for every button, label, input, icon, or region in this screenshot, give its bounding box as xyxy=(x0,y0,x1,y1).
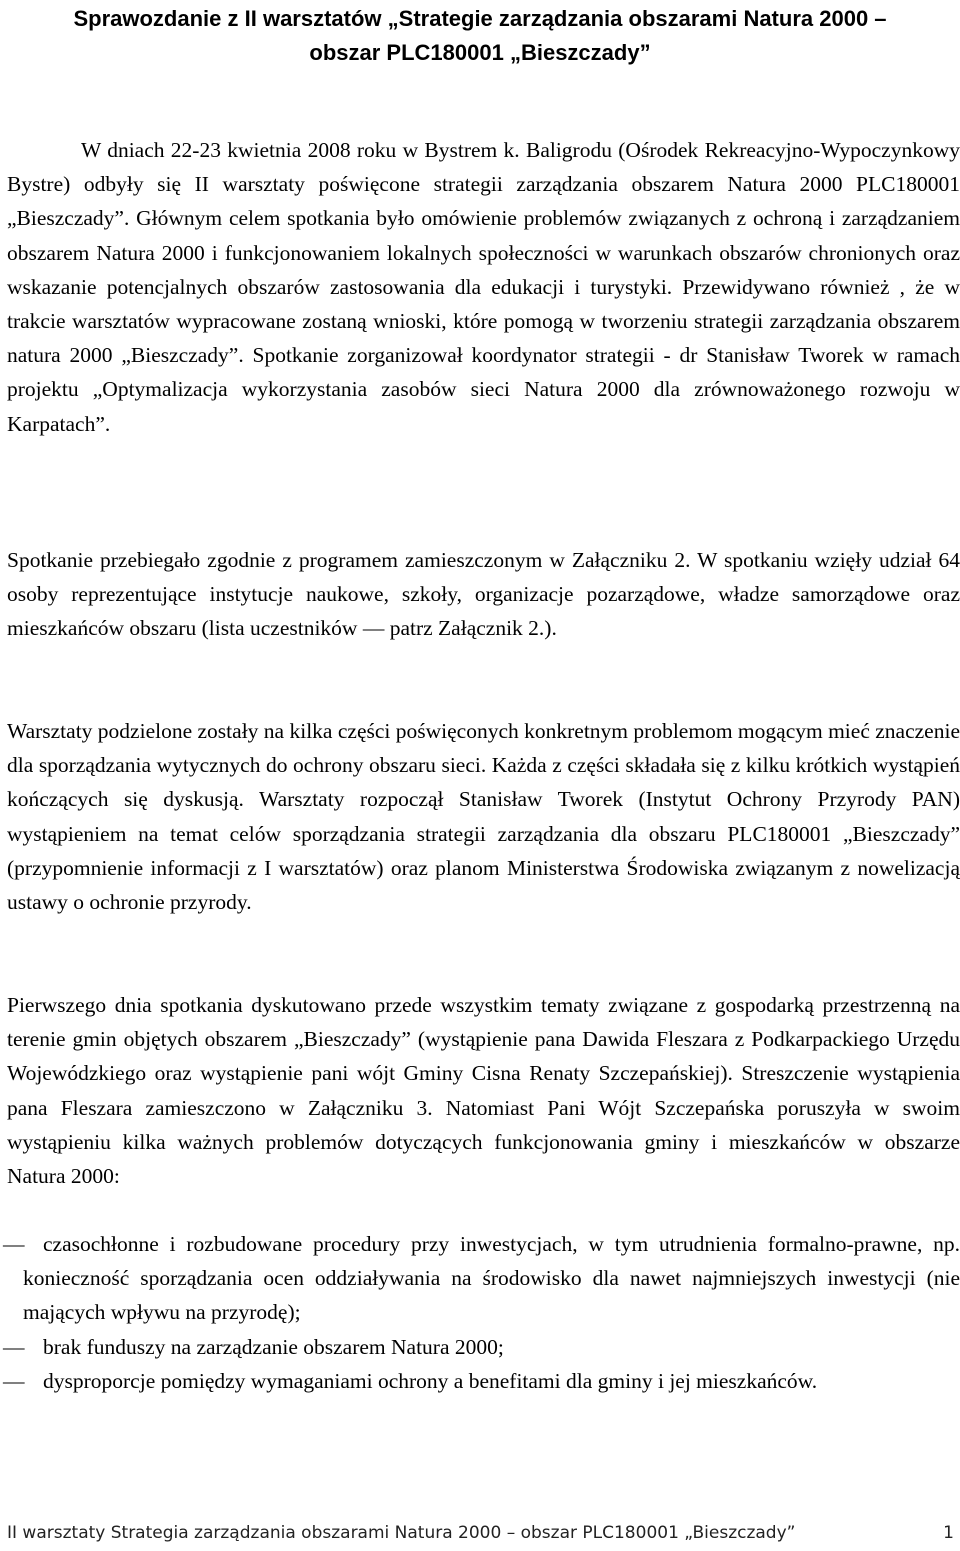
paragraph-program: Spotkanie przebiegało zgodnie z programem zamieszczonym w Załączniku 2. W spotkaniu wzięły udział 64 osoby reprezentujące instytucje naukowe, szkoły, organizacje pozarządowe, władze samorządowe oraz mieszkańców obszaru (lista uczestników — patrz Załącznik 2.). xyxy=(7,548,960,641)
paragraph-first-day: Pierwszego dnia spotkania dyskutowano przede wszystkim tematy związane z gospodarką przestrzenną na terenie gmin objętych obszarem „Bieszczady” (wystąpienie pana Dawida Fleszara z Podkarpackiego Urzędu Wojewódzkiego oraz wystąpienie pani wójt Gminy Cisna Renaty Szczepańskiej). Streszczenie wystąpienia pana Fleszara zamieszczono w Załączniku 3. Natomiast Pani Wójt Szczepańska poruszyła w swoim wystąpieniu kilka ważnych problemów dotyczących funkcjonowania gminy i mieszkańców w obszarze Natura 2000: xyxy=(7,993,960,1189)
page-number: 1 xyxy=(943,1523,954,1543)
list-item-text: czasochłonne i rozbudowane procedury przy inwestycjach, w tym utrudnienia formalno-prawne, np. konieczność sporządzania ocen oddziaływania na środowisko dla nawet najmniejszych inwestycji (nie mających wpływu na przyrodę); xyxy=(23,1232,960,1325)
document-title xyxy=(0,2,960,70)
page-footer xyxy=(7,1521,960,1545)
paragraph-first-day-block xyxy=(7,988,960,1193)
list-item xyxy=(3,1330,960,1364)
list-item xyxy=(3,1227,960,1330)
dash-bullet-icon: — xyxy=(3,1368,25,1393)
list-item-text: brak funduszy na zarządzanie obszarem Natura 2000; xyxy=(43,1334,504,1359)
paragraph-intro-block xyxy=(7,133,960,441)
paragraph-intro: W dniach 22-23 kwietnia 2008 roku w Bystrem k. Baligrodu (Ośrodek Rekreacyjno-Wypoczynkowy Bystre) odbyły się II warsztaty poświęcone strategii zarządzania obszarem Natura 2000 PLC180001 „Bieszczady”. Głównym celem spotkania było omówienie problemów związanych z ochroną i zarządzaniem obszarem Natura 2000 i funkcjonowaniem lokalnych społeczności w warunkach obszarów chronionych oraz wskazanie potencjalnych obszarów zastosowania dla edukacji i turystyki. Przewidywano również , że w trakcie warsztatów wypracowane zostaną wnioski, które pomogą w tworzeniu strategii zarządzania obszarem natura 2000 „Bieszczady”. Spotkanie zorganizował koordynator strategii - dr Stanisław Tworek w ramach projektu „Optymalizacja wykorzystania zasobów sieci Natura 2000 dla zrównoważonego rozwoju w Karpatach”. xyxy=(7,138,960,436)
dash-bullet-icon: — xyxy=(3,1232,25,1256)
list-item-text: dysproporcje pomiędzy wymaganiami ochrony a benefitami dla gminy i jej mieszkańców. xyxy=(43,1368,818,1393)
footer-text: II warsztaty Strategia zarządzania obszarami Natura 2000 – obszar PLC180001 „Bieszczady” xyxy=(7,1523,796,1543)
title-line-2: obszar PLC180001 „Bieszczady” xyxy=(309,40,651,65)
paragraph-workshops: Warsztaty podzielone zostały na kilka części poświęconych konkretnym problemom mogącym mieć znaczenie dla sporządzania wytycznych do ochrony obszaru sieci. Każda z części składała się z kilku krótkich wystąpień kończących się dyskusją. Warsztaty rozpoczął Stanisław Tworek (Instytut Ochrony Przyrody PAN) wystąpieniem na temat celów sporządzania strategii zarządzania dla obszaru PLC180001 „Bieszczady” (przypomnienie informacji z I warsztatów) oraz planom Ministerstwa Środowiska związanym z nowelizacją ustawy o ochronie przyrody. xyxy=(7,719,960,915)
paragraph-workshops-block xyxy=(7,714,960,919)
problems-list xyxy=(3,1227,960,1398)
list-item xyxy=(3,1364,960,1398)
dash-bullet-icon: — xyxy=(3,1334,25,1359)
paragraph-program-block xyxy=(7,543,960,646)
title-line-1: Sprawozdanie z II warsztatów „Strategie zarządzania obszarami Natura 2000 – xyxy=(73,6,887,31)
